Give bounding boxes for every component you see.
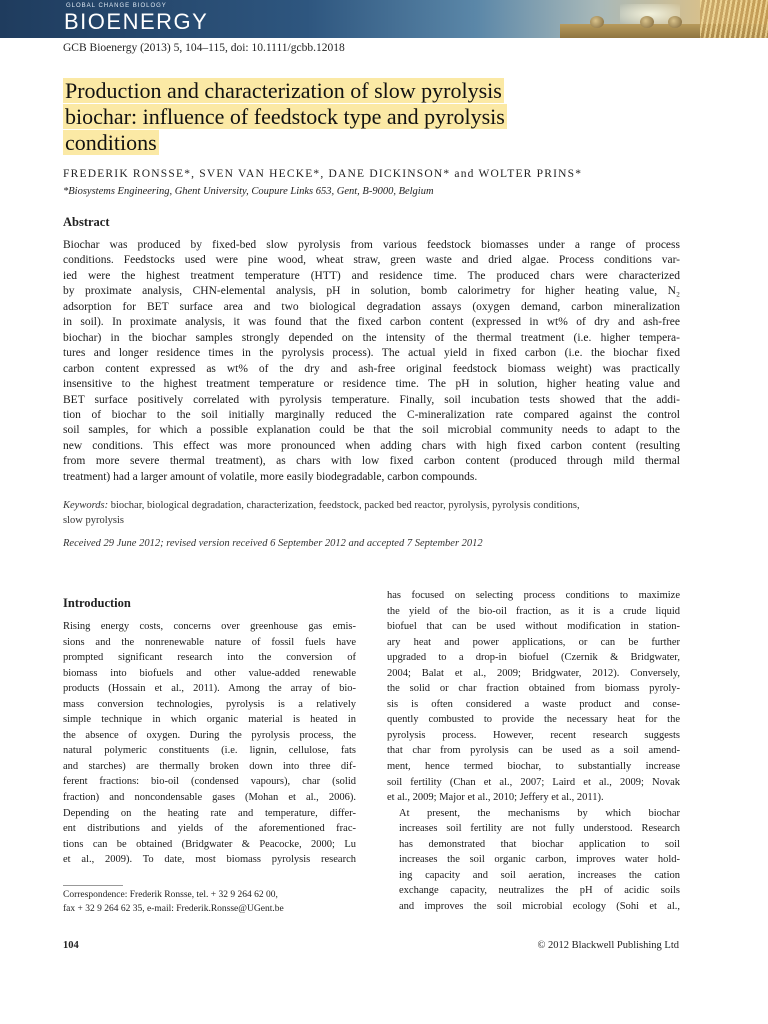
body-line: the yield of the bio-oil fraction, as it is a crude liquid — [387, 605, 680, 617]
abstract-line: soil samples, for which a possible explanation could be that the soil microbial community needs to adapt to the — [63, 424, 680, 437]
body-line: biomass into biofuels and other value-added renewable — [63, 667, 356, 679]
abstract-line: conditions. Feedstocks used were pine wood, wheat straw, green waste and dried algae. Process conditions var- — [63, 254, 680, 267]
body-line: increases the soil organic carbon, improves water hold- — [399, 854, 680, 866]
body-line: exchange capacity, neutralizes the pH of acidic soils — [399, 885, 680, 897]
abstract-line: treatment) had a larger amount of volatile, more easily biodegradable, carbon compounds. — [63, 470, 478, 483]
title-line: Production and characterization of slow pyrolysis — [65, 78, 502, 103]
body-line: sions and the nonrenewable nature of fossil fuels have — [63, 636, 356, 648]
body-line: and starches) are thermally broken down into three dif- — [63, 760, 356, 772]
author-list: FREDERIK RONSSE*, SVEN VAN HECKE*, DANE DICKINSON* and WOLTER PRINS* — [63, 168, 583, 180]
abstract-line: tures and longer residence times in the pyrolysis process). The actual yield in fixed carbon (i.e. the biochar fixed — [63, 347, 680, 360]
intro-paragraph-1-continued — [387, 588, 680, 806]
abstract-line: BET surface positively correlated with pyrolysis temperature. Finally, soil incubation tests showed that the addi- — [63, 393, 680, 406]
article-title — [63, 78, 623, 156]
copyright-notice: © 2012 Blackwell Publishing Ltd — [537, 940, 679, 951]
citation-meta: GCB Bioenergy (2013) 5, 104–115, doi: 10.1111/gcbb.12018 — [63, 42, 345, 54]
body-line: ent distributions and yields of the aforementioned frac- — [63, 823, 356, 835]
abstract-heading: Abstract — [63, 215, 110, 229]
journal-series: GLOBAL CHANGE BIOLOGY — [66, 3, 167, 9]
body-line: natural polymeric constituents (i.e. lignin, cellulose, fats — [63, 745, 356, 757]
body-line: biofuel that can be used without modification in station- — [387, 621, 680, 633]
body-line: and improves the soil microbial ecology (Sohi et al., — [399, 900, 680, 912]
body-line: Depending on the heating rate and temperature, differ- — [63, 807, 356, 819]
body-line: prompted significant research into the conversion of — [63, 652, 356, 664]
body-line: quently combusted to provide the necessary heat for the — [387, 714, 680, 726]
body-line: products (Hossain et al., 2011). Among the array of bio- — [63, 683, 356, 695]
body-line: ferent fractions: bio-oil (condensed vapours), char (solid — [63, 776, 356, 788]
body-line: has focused on selecting process conditions to maximize — [387, 590, 680, 601]
body-line: ing capacity and soil aeration, increases the cation — [399, 869, 680, 881]
body-line: tions can be obtained (Bridgwater & Peacocke, 2000; Lu — [63, 838, 356, 850]
received-dates: Received 29 June 2012; revised version received 6 September 2012 and accepted 7 September 2012 — [63, 538, 483, 549]
journal-banner — [0, 0, 768, 38]
body-line: et al., 2009; Major et al., 2010; Jeffery et al., 2011). — [387, 792, 604, 804]
right-column — [387, 588, 680, 914]
intro-paragraph-1 — [63, 619, 356, 868]
affiliation: *Biosystems Engineering, Ghent University, Coupure Links 653, Gent, B-9000, Belgium — [63, 186, 434, 197]
title-line: biochar: influence of feedstock type and pyrolysis — [65, 104, 505, 129]
body-line: that char from pyrolysis can be used as a soil amend- — [387, 745, 680, 757]
banner-hay-bale — [640, 16, 654, 28]
body-line: pyrolysis process. However, recent research suggests — [387, 729, 680, 741]
abstract-line: insensitive to the highest treatment temperature or residence time. The pH in solution, higher heating value and — [63, 378, 680, 391]
journal-name: BIOENERGY — [64, 9, 209, 34]
abstract-line: carbon content expressed as wt% of the dry and ash-free original feedstock biomass weight) was practically — [63, 362, 680, 375]
body-line: mass conversion technologies, pyrolysis is a relatively — [63, 698, 356, 710]
keywords — [63, 499, 680, 528]
footnote-rule — [63, 885, 123, 886]
abstract-line: by proximate analysis, CHN-elemental analysis, pH in solution, bomb calorimetry for higher heating value, N₂ — [63, 285, 680, 298]
body-line: et al., 2009). To date, most biomass pyrolysis research — [63, 854, 356, 866]
abstract-line: adsorption for BET surface area and two biological degradation assays (oxygen demand, carbon mineralization — [63, 300, 680, 313]
correspondence-note — [63, 888, 363, 916]
introduction-heading: Introduction — [63, 596, 131, 610]
abstract-line: from more severe thermal treatment), as chars with low fixed carbon content (produced through mild thermal — [63, 455, 680, 468]
intro-paragraph-2 — [387, 806, 680, 915]
banner-hay-bale — [590, 16, 604, 28]
keywords-text: slow pyrolysis — [63, 514, 124, 526]
body-line: ment, hence termed biochar, to substantially increase — [387, 761, 680, 773]
page-number: 104 — [63, 940, 79, 951]
body-line: upgraded to a drop-in biofuel (Czernik & Bridgwater, — [387, 652, 680, 664]
body-line: simple technique in which organic material is heated in — [63, 714, 356, 726]
body-line: increases soil fertility are not fully understood. Research — [399, 823, 680, 835]
body-line: the absence of oxygen. During the pyrolysis process, the — [63, 729, 356, 741]
abstract-line: biochar) in the biochar samples strongly depended on the intensity of the thermal treatment (i.e. higher tempera- — [63, 331, 680, 344]
keywords-text: biochar, biological degradation, characterization, feedstock, packed bed reactor, pyrolysis, pyrolysis conditions, — [110, 500, 580, 511]
banner-hay-bale — [668, 16, 682, 28]
correspondence-line: Correspondence: Frederik Ronsse, tel. + 32 9 264 62 00, — [63, 890, 278, 900]
abstract-line: tion of biochar to the soil initially marginally reduced the C-mineralization rate compared against the control — [63, 408, 680, 421]
abstract-line: new conditions. This effect was more pronounced when adding chars with high fixed carbon content (resulting — [63, 439, 680, 452]
body-line: the solid or char fraction obtained from biomass pyroly- — [387, 683, 680, 695]
abstract-line: in soil). In proximate analysis, it was found that the fixed carbon content (expressed in wt% of dry and ash-free — [63, 316, 680, 329]
body-line: Rising energy costs, concerns over greenhouse gas emis- — [63, 621, 356, 632]
body-line: At present, the mechanisms by which biochar — [399, 807, 680, 819]
abstract-line: ied were the highest treatment temperature (HTT) and residence time. The produced chars were characterized — [63, 269, 680, 282]
banner-wheat-stalks — [700, 0, 768, 38]
abstract-line: Biochar was produced by fixed-bed slow pyrolysis from various feedstock biomasses under a range of process — [63, 239, 680, 251]
body-line: sis is often considered a waste product and conse- — [387, 698, 680, 710]
correspondence-line: fax + 32 9 264 62 35, e-mail: Frederik.Ronsse@UGent.be — [63, 904, 284, 914]
keywords-label: Keywords: — [63, 500, 109, 511]
body-line: ary heat and power applications, or can be further — [387, 636, 680, 648]
body-line: soil fertility (Chan et al., 2007; Laird et al., 2009; Novak — [387, 776, 680, 788]
abstract-body — [63, 238, 680, 485]
title-line: conditions — [65, 130, 157, 155]
body-line: 2004; Balat et al., 2009; Bridgwater, 2012). Conversely, — [387, 667, 680, 679]
body-line: fraction) and noncondensable gases (Mohan et al., 2006). — [63, 792, 356, 804]
body-line: has demonstrated that biochar application to soil — [399, 838, 680, 850]
